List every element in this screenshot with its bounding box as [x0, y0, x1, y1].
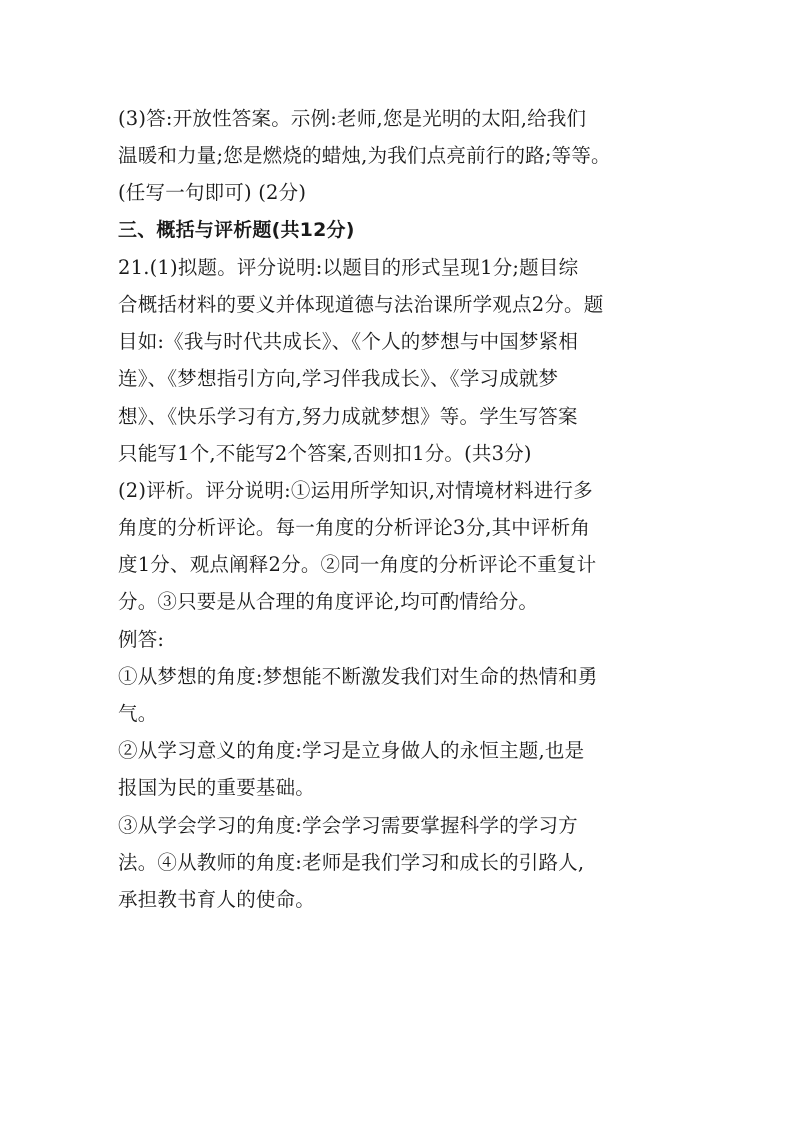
- q21-2-line-1: (2)评析。评分说明:①运用所学知识,对情境材料进行多: [118, 478, 593, 502]
- document-page: [118, 100, 708, 918]
- example-2-line-2: 报国为民的重要基础。: [118, 776, 316, 800]
- q21-1-line-1: 21.(1)拟题。评分说明:以题目的形式呈现1分;题目综: [118, 255, 579, 279]
- example-3-line-1: ③从学会学习的角度:学会学习需要掌握科学的学习方: [118, 813, 578, 837]
- q21-2-line-2: 角度的分析评论。每一角度的分析评论3分,其中评析角: [118, 516, 591, 540]
- answer-3-line-1: (3)答:开放性答案。示例:老师,您是光明的太阳,给我们: [118, 107, 587, 130]
- answer-3-line-3: (任写一句即可) (2分): [118, 181, 307, 205]
- q21-1-line-4: 连》、《梦想指引方向,学习伴我成长》、《学习成就梦: [118, 367, 559, 391]
- q21-1-line-2: 合概括材料的要义并体现道德与法治课所学观点2分。题: [118, 292, 604, 316]
- q21-1-line-3: 目如:《我与时代共成长》、《个人的梦想与中国梦紧相: [118, 330, 579, 354]
- example-1-line-1: ①从梦想的角度:梦想能不断激发我们对生命的热情和勇: [118, 664, 598, 688]
- example-3-line-2: 法。④从教师的角度:老师是我们学习和成长的引路人,: [118, 850, 585, 874]
- q21-2-line-3: 度1分、观点阐释2分。②同一角度的分析评论不重复计: [118, 553, 597, 577]
- q21-1-line-5: 想》、《快乐学习有方,努力成就梦想》等。学生写答案: [118, 404, 578, 428]
- q21-2-line-4: 分。③只要是从合理的角度评论,均可酌情给分。: [118, 590, 539, 614]
- q21-1-line-6: 只能写1个,不能写2个答案,否则扣1分。(共3分): [118, 441, 532, 465]
- example-2-line-1: ②从学习意义的角度:学习是立身做人的永恒主题,也是: [118, 739, 585, 763]
- section-heading: 三、概括与评析题(共12分): [118, 218, 355, 241]
- example-4-line: 承担教书育人的使命。: [118, 887, 316, 911]
- example-1-line-2: 气。: [118, 702, 158, 725]
- example-label: 例答:: [118, 627, 165, 651]
- answer-3-line-2: 温暖和力量;您是燃烧的蜡烛,为我们点亮前行的路;等等。: [118, 144, 611, 168]
